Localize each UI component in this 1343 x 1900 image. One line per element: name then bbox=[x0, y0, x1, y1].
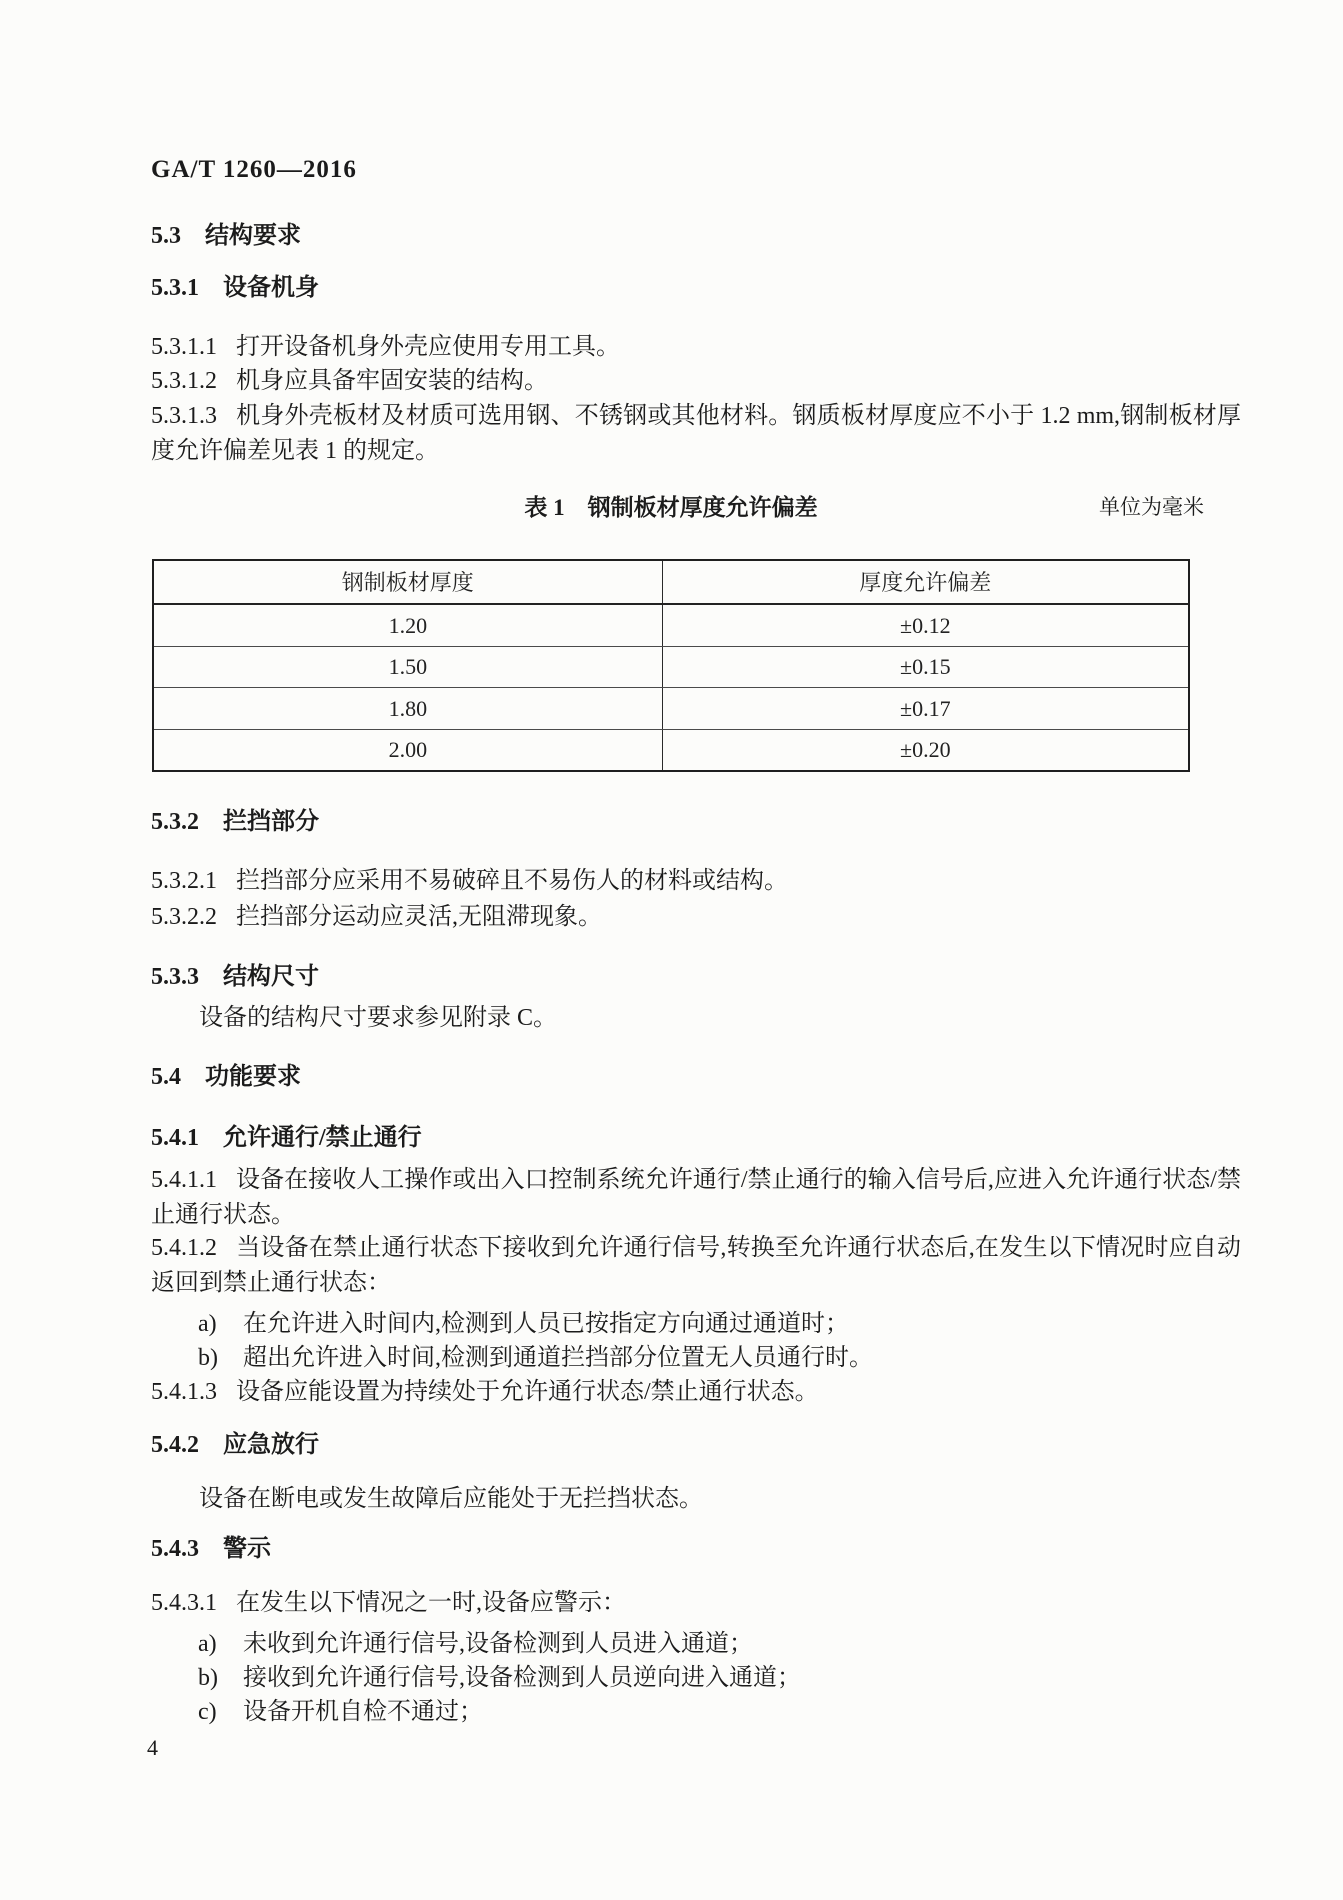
clause-text: 在发生以下情况之一时,设备应警示： bbox=[236, 1590, 626, 1616]
clause-number: 5.3.1.2 bbox=[151, 368, 217, 394]
table-header-row bbox=[153, 560, 1189, 604]
table-row bbox=[153, 729, 1189, 771]
cell-tolerance: ±0.12 bbox=[662, 604, 1189, 646]
clause-text: 设备的结构尺寸要求参见附录 C。 bbox=[199, 1005, 558, 1031]
clause-text: 设备在接收人工操作或出入口控制系统允许通行/禁止通行的输入信号后,应进入允许通行状态/禁止通行状态。 bbox=[151, 1167, 1241, 1228]
section-title: 警示 bbox=[223, 1536, 271, 1562]
list-marker: a) bbox=[198, 1311, 217, 1337]
clause-5-3-1-2 bbox=[151, 364, 1241, 399]
section-title: 结构尺寸 bbox=[223, 964, 319, 990]
section-number: 5.4.2 bbox=[151, 1432, 199, 1458]
cell-thickness: 1.20 bbox=[153, 604, 662, 646]
clause-5-4-1-1 bbox=[151, 1163, 1241, 1233]
table-row bbox=[153, 604, 1189, 646]
list-item-b bbox=[151, 1661, 1333, 1696]
table-1-unit-note: 单位为毫米 bbox=[1099, 495, 1204, 519]
clause-number: 5.3.2.2 bbox=[151, 904, 217, 930]
clause-5-4-2-text bbox=[151, 1482, 1241, 1517]
cell-tolerance: ±0.17 bbox=[662, 688, 1189, 730]
list-item-text: 超出允许进入时间,检测到通道拦挡部分位置无人员通行时。 bbox=[243, 1345, 873, 1371]
list-marker: b) bbox=[198, 1345, 218, 1371]
clause-5-3-2-2 bbox=[151, 900, 1241, 935]
section-5-3-2-heading bbox=[151, 805, 1241, 840]
cell-tolerance: ±0.20 bbox=[662, 729, 1189, 771]
clause-5-3-1-3 bbox=[151, 399, 1241, 469]
section-number: 5.4.1 bbox=[151, 1125, 199, 1151]
clause-number: 5.4.1.1 bbox=[151, 1167, 217, 1193]
clause-text: 设备应能设置为持续处于允许通行状态/禁止通行状态。 bbox=[236, 1379, 819, 1405]
clause-number: 5.4.1.3 bbox=[151, 1379, 217, 1405]
list-item-text: 未收到允许通行信号,设备检测到人员进入通道； bbox=[243, 1631, 753, 1657]
cell-tolerance: ±0.15 bbox=[662, 646, 1189, 688]
table-1 bbox=[152, 559, 1190, 772]
clause-text: 设备在断电或发生故障后应能处于无拦挡状态。 bbox=[199, 1486, 703, 1512]
clause-5-4-1-3 bbox=[151, 1375, 1241, 1410]
list-item-text: 接收到允许通行信号,设备检测到人员逆向进入通道； bbox=[243, 1665, 801, 1691]
table-1-caption-row bbox=[152, 490, 1204, 525]
cell-thickness: 2.00 bbox=[388, 737, 428, 763]
table-col-header-tolerance: 厚度允许偏差 bbox=[662, 560, 1189, 604]
clause-number: 5.4.3.1 bbox=[151, 1590, 217, 1616]
clause-text: 机身应具备牢固安装的结构。 bbox=[236, 368, 548, 394]
section-5-4-1-heading bbox=[151, 1121, 1241, 1156]
section-5-3-3-heading bbox=[151, 960, 1241, 995]
section-title: 拦挡部分 bbox=[223, 809, 319, 835]
section-5-4-2-heading bbox=[151, 1428, 1241, 1463]
section-number: 5.4.3 bbox=[151, 1536, 199, 1562]
clause-number: 5.3.1.3 bbox=[151, 403, 217, 429]
list-item-c bbox=[151, 1695, 1333, 1730]
clause-5-3-2-1 bbox=[151, 864, 1241, 899]
clause-5-4-3-1 bbox=[151, 1586, 1241, 1621]
clause-number: 5.4.1.2 bbox=[151, 1235, 217, 1261]
page-number: 4 bbox=[147, 1735, 158, 1760]
clause-text: 拦挡部分运动应灵活,无阻滞现象。 bbox=[236, 904, 602, 930]
list-item-a bbox=[151, 1627, 1333, 1662]
clause-text: 机身外壳板材及材质可选用钢、不锈钢或其他材料。钢质板材厚度应不小于 1.2 mm,钢制板材厚度允许偏差见表 1 的规定。 bbox=[151, 403, 1241, 464]
list-marker: c) bbox=[198, 1699, 217, 1725]
section-number: 5.3 bbox=[151, 223, 181, 249]
clause-text: 拦挡部分应采用不易破碎且不易伤人的材料或结构。 bbox=[236, 868, 788, 894]
section-title: 设备机身 bbox=[223, 275, 319, 301]
list-item-a bbox=[151, 1307, 1333, 1342]
list-item-text: 在允许进入时间内,检测到人员已按指定方向通过通道时； bbox=[243, 1311, 849, 1337]
list-marker: a) bbox=[198, 1631, 217, 1657]
clause-number: 5.3.1.1 bbox=[151, 334, 217, 360]
cell-thickness: 1.80 bbox=[153, 688, 662, 730]
clause-number: 5.3.2.1 bbox=[151, 868, 217, 894]
table-row bbox=[153, 688, 1189, 730]
section-5-3-heading bbox=[151, 219, 1241, 254]
section-title: 允许通行/禁止通行 bbox=[223, 1125, 422, 1151]
list-item-text: 设备开机自检不通过； bbox=[243, 1699, 483, 1725]
section-5-3-1-heading bbox=[151, 271, 1241, 306]
section-title: 结构要求 bbox=[205, 223, 301, 249]
cell-thickness: 1.50 bbox=[153, 646, 662, 688]
list-marker: b) bbox=[198, 1665, 218, 1691]
clause-text: 打开设备机身外壳应使用专用工具。 bbox=[236, 334, 620, 360]
section-number: 5.4 bbox=[151, 1064, 181, 1090]
section-title: 应急放行 bbox=[223, 1432, 319, 1458]
section-5-4-3-heading bbox=[151, 1532, 1241, 1567]
section-number: 5.3.2 bbox=[151, 809, 199, 835]
clause-5-4-1-2 bbox=[151, 1231, 1241, 1301]
section-title: 功能要求 bbox=[205, 1064, 301, 1090]
section-number: 5.3.1 bbox=[151, 275, 199, 301]
doc-code-header: GA/T 1260—2016 bbox=[151, 156, 357, 183]
clause-text: 当设备在禁止通行状态下接收到允许通行信号,转换至允许通行状态后,在发生以下情况时应自动返回到禁止通行状态： bbox=[151, 1235, 1241, 1296]
section-number: 5.3.3 bbox=[151, 964, 199, 990]
clause-5-3-1-1 bbox=[151, 330, 1241, 365]
table-row bbox=[153, 646, 1189, 688]
table-col-header-thickness: 钢制板材厚度 bbox=[153, 560, 662, 604]
table-1-caption: 表 1 钢制板材厚度允许偏差 bbox=[524, 495, 818, 520]
section-5-4-heading bbox=[151, 1060, 1241, 1095]
list-item-b bbox=[151, 1341, 1333, 1376]
clause-5-3-3-text bbox=[151, 1001, 1241, 1036]
